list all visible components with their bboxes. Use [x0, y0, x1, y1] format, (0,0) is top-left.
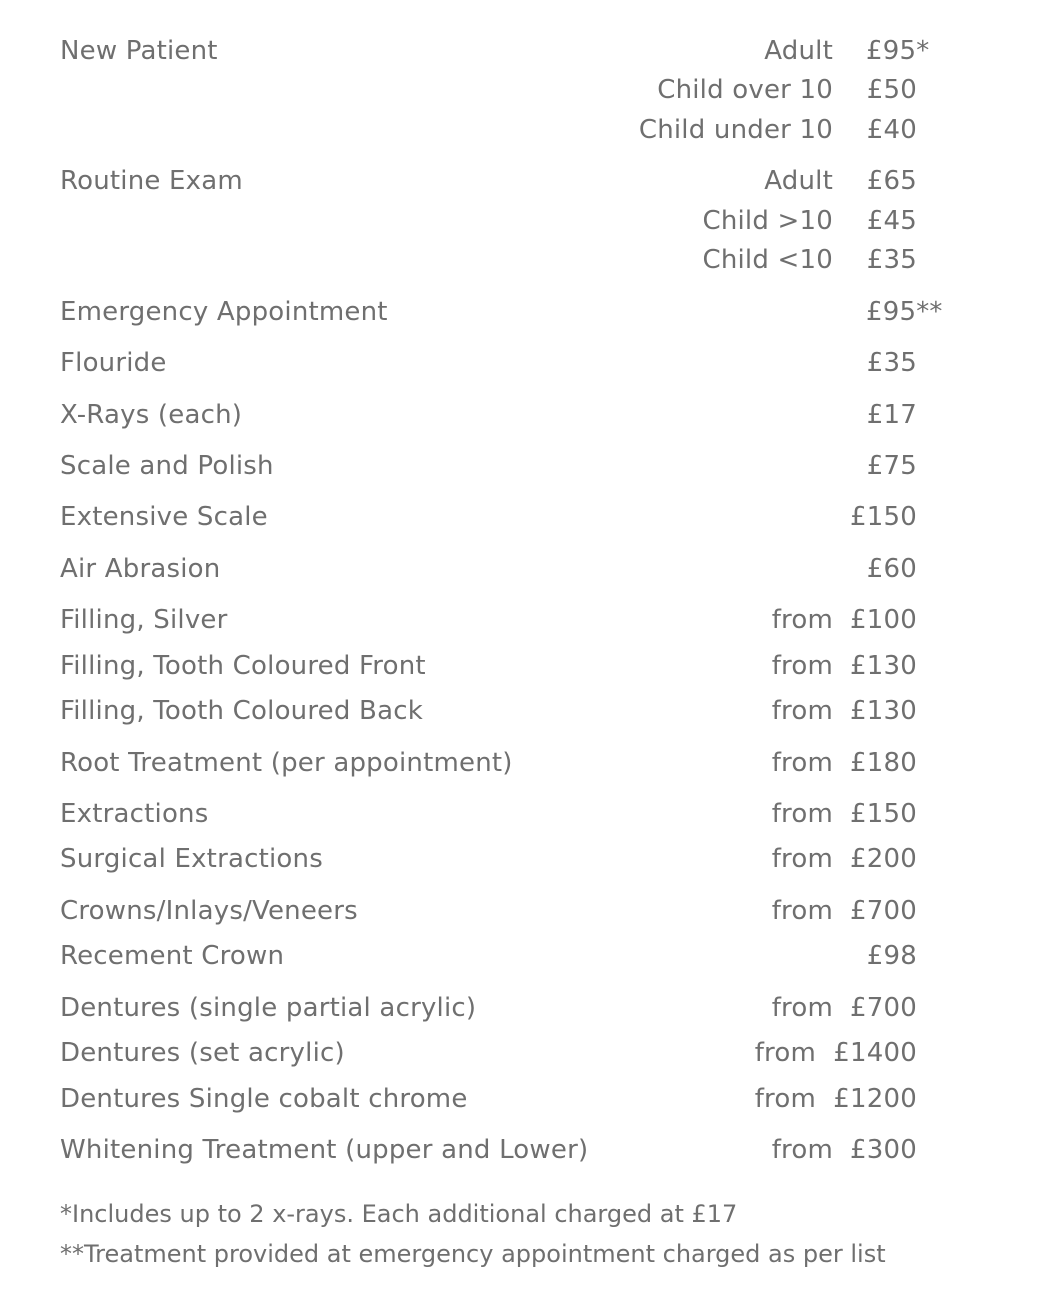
- price-prefix: from: [771, 844, 833, 874]
- service-name: X-Rays (each): [60, 400, 243, 430]
- footnote: **Treatment provided at emergency appointment charged as per list: [60, 1240, 886, 1268]
- price: £95**: [866, 297, 943, 327]
- price-prefix: from: [771, 605, 833, 635]
- service-name: Recement Crown: [60, 941, 285, 971]
- service-name: Surgical Extractions: [60, 844, 323, 874]
- service-name: Filling, Tooth Coloured Back: [60, 696, 423, 726]
- price: £1200: [833, 1084, 917, 1114]
- service-name: Scale and Polish: [60, 451, 274, 481]
- price-prefix: from: [771, 799, 833, 829]
- price: £65: [866, 166, 917, 196]
- price: £700: [850, 993, 917, 1023]
- price-prefix: from: [771, 993, 833, 1023]
- price: £50: [866, 75, 917, 105]
- patient-type-label: Child >10: [702, 206, 833, 236]
- service-name: Filling, Tooth Coloured Front: [60, 651, 426, 681]
- price: £95*: [866, 36, 930, 66]
- service-name-new-patient: New Patient: [60, 36, 218, 66]
- price: £45: [866, 206, 917, 236]
- service-name: Emergency Appointment: [60, 297, 388, 327]
- service-name: Whitening Treatment (upper and Lower): [60, 1135, 589, 1165]
- service-name: Root Treatment (per appointment): [60, 748, 513, 778]
- price: £300: [850, 1135, 917, 1165]
- price-prefix: from: [754, 1084, 816, 1114]
- patient-type-label: Adult: [764, 36, 833, 66]
- price-prefix: from: [754, 1038, 816, 1068]
- patient-type-label: Child <10: [702, 245, 833, 275]
- price-prefix: from: [771, 651, 833, 681]
- footnote: *Includes up to 2 x-rays. Each additional charged at £17: [60, 1200, 738, 1228]
- price: £150: [850, 799, 917, 829]
- patient-type-label: Child under 10: [638, 115, 833, 145]
- price: £700: [850, 896, 917, 926]
- service-name: Extractions: [60, 799, 209, 829]
- service-name: Extensive Scale: [60, 502, 268, 532]
- service-name: Dentures (set acrylic): [60, 1038, 345, 1068]
- price: £35: [866, 348, 917, 378]
- price: £200: [850, 844, 917, 874]
- patient-type-label: Child over 10: [657, 75, 833, 105]
- price: £150: [850, 502, 917, 532]
- service-name: Flouride: [60, 348, 167, 378]
- service-name: Dentures Single cobalt chrome: [60, 1084, 468, 1114]
- price: £1400: [833, 1038, 917, 1068]
- price: £98: [866, 941, 917, 971]
- price: £17: [866, 400, 917, 430]
- price: £130: [850, 696, 917, 726]
- price-prefix: from: [771, 696, 833, 726]
- price: £100: [850, 605, 917, 635]
- service-name: Filling, Silver: [60, 605, 228, 635]
- patient-type-label: Adult: [764, 166, 833, 196]
- price: £60: [866, 554, 917, 584]
- price: £130: [850, 651, 917, 681]
- price: £75: [866, 451, 917, 481]
- price-prefix: from: [771, 748, 833, 778]
- service-name: Crowns/Inlays/Veneers: [60, 896, 358, 926]
- service-name: Dentures (single partial acrylic): [60, 993, 477, 1023]
- price: £40: [866, 115, 917, 145]
- price: £180: [850, 748, 917, 778]
- price-prefix: from: [771, 896, 833, 926]
- price: £35: [866, 245, 917, 275]
- price-prefix: from: [771, 1135, 833, 1165]
- service-name: Air Abrasion: [60, 554, 221, 584]
- service-name-routine-exam: Routine Exam: [60, 166, 243, 196]
